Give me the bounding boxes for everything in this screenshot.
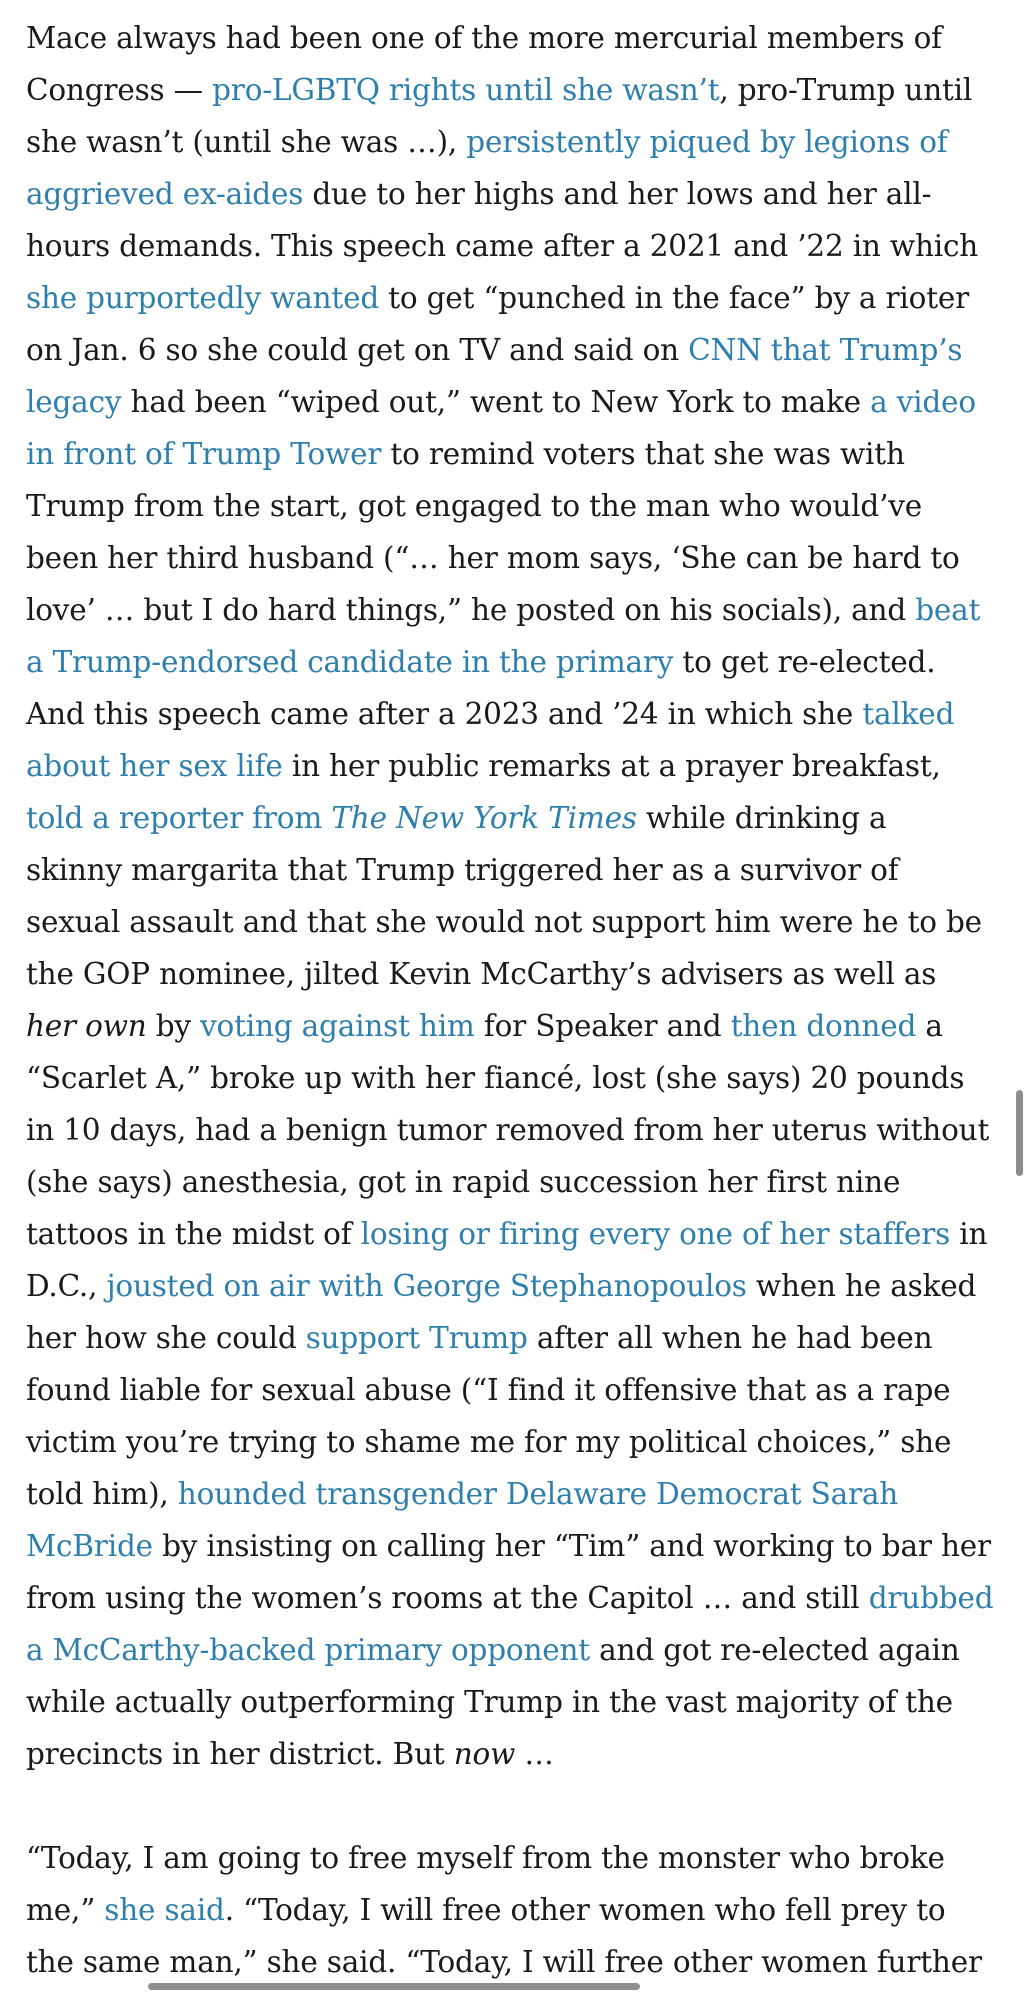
text-line	[26, 428, 1006, 480]
text-segment: Congress —	[26, 73, 213, 107]
text-line	[26, 844, 1006, 896]
emphasis-text: her own	[26, 1009, 147, 1043]
text-line	[26, 1520, 1006, 1572]
text-segment: victim you’re trying to shame me for my political choices,” she	[26, 1425, 952, 1459]
text-segment: been her third husband (“… her mom says, ‘She can be hard to	[26, 541, 960, 575]
inline-link[interactable]: a Trump-endorsed candidate in the primary	[26, 645, 674, 679]
text-line	[26, 948, 1006, 1000]
text-segment: tattoos in the midst of	[26, 1217, 361, 1251]
text-line	[26, 532, 1006, 584]
text-segment: in her public remarks at a prayer breakfast,	[282, 749, 941, 783]
text-segment: told him),	[26, 1477, 178, 1511]
text-segment: D.C.,	[26, 1269, 107, 1303]
inline-link[interactable]: she said	[104, 1893, 225, 1927]
text-segment: to get re-elected.	[673, 645, 936, 679]
text-segment: on Jan. 6 so she could get on TV and said on	[26, 333, 689, 367]
scrollbar-thumb[interactable]	[1016, 1090, 1023, 1176]
text-line	[26, 1208, 1006, 1260]
text-line	[26, 116, 1006, 168]
inline-link[interactable]	[331, 801, 637, 835]
text-segment: by	[146, 1009, 201, 1043]
text-segment: after all when he had been	[527, 1321, 933, 1355]
inline-link[interactable]: voting against him	[200, 1009, 475, 1043]
text-segment: , pro-Trump until	[719, 73, 973, 107]
text-segment: Trump from the start, got engaged to the man who would’ve	[26, 489, 922, 523]
text-segment: had been “wiped out,” went to New York to make	[121, 385, 871, 419]
inline-link[interactable]: losing or firing every one of her staffers	[360, 1217, 951, 1251]
article-body	[26, 12, 1006, 1988]
text-segment: me,”	[26, 1893, 105, 1927]
text-line	[26, 1312, 1006, 1364]
text-segment: she wasn’t (until she was …),	[26, 125, 467, 159]
text-segment: in 10 days, had a benign tumor removed from her uterus without	[26, 1113, 990, 1147]
text-segment: when he asked	[746, 1269, 977, 1303]
inline-link[interactable]: pro-LGBTQ rights until she wasn’t	[212, 73, 720, 107]
text-segment: to get “punched in the face” by a rioter	[379, 281, 970, 315]
text-segment: And this speech came after a 2023 and ’24 in which she	[26, 697, 863, 731]
text-segment: due to her highs and her lows and her all-	[303, 177, 932, 211]
inline-link[interactable]: she purportedly wanted	[26, 281, 380, 315]
emphasis-text: now	[453, 1737, 516, 1771]
inline-link[interactable]: legacy	[26, 385, 122, 419]
text-line	[26, 1832, 1006, 1884]
text-segment: for Speaker and	[474, 1009, 731, 1043]
inline-link[interactable]: beat	[915, 593, 981, 627]
text-line	[26, 1468, 1006, 1520]
text-segment: the same man,” she said. “Today, I will free other women further	[26, 1945, 982, 1979]
inline-link[interactable]: drubbed	[868, 1581, 994, 1615]
emphasis-text: The New York Times	[331, 801, 637, 835]
text-line	[26, 584, 1006, 636]
text-line	[26, 1416, 1006, 1468]
text-line	[26, 12, 1006, 64]
inline-link[interactable]: about her sex life	[26, 749, 283, 783]
text-line	[26, 1156, 1006, 1208]
text-line	[26, 1936, 1006, 1988]
text-line	[26, 1572, 1006, 1624]
article-paragraph	[26, 1832, 1006, 1988]
text-line	[26, 220, 1006, 272]
text-segment: the GOP nominee, jilted Kevin McCarthy’s advisers as well as	[26, 957, 937, 991]
text-line	[26, 1364, 1006, 1416]
text-line	[26, 688, 1006, 740]
text-line	[26, 64, 1006, 116]
text-segment: found liable for sexual abuse (“I find it offensive that as a rape	[26, 1373, 951, 1407]
inline-link[interactable]: talked	[862, 697, 955, 731]
text-segment: love’ … but I do hard things,” he posted on his socials), and	[26, 593, 916, 627]
inline-link[interactable]: a video	[870, 385, 976, 419]
text-line	[26, 272, 1006, 324]
text-segment: hours demands. This speech came after a 2021 and ’22 in which	[26, 229, 979, 263]
text-segment: . “Today, I will free other women who fell prey to	[224, 1893, 946, 1927]
text-line	[26, 376, 1006, 428]
text-segment: Mace always had been one of the more mercurial members of	[26, 21, 942, 55]
text-segment: while actually outperforming Trump in the vast majority of the	[26, 1685, 953, 1719]
text-line	[26, 792, 1006, 844]
home-indicator[interactable]	[148, 1983, 640, 1990]
text-segment: by insisting on calling her “Tim” and working to bar her	[152, 1529, 991, 1563]
text-segment: in	[950, 1217, 988, 1251]
text-line	[26, 1260, 1006, 1312]
text-segment: precincts in her district. But	[26, 1737, 454, 1771]
inline-link[interactable]: a McCarthy-backed primary opponent	[26, 1633, 590, 1667]
text-segment: and got re-elected again	[589, 1633, 960, 1667]
text-line	[26, 324, 1006, 376]
text-line	[26, 896, 1006, 948]
text-segment: from using the women’s rooms at the Capitol … and still	[26, 1581, 869, 1615]
text-line	[26, 1884, 1006, 1936]
text-line	[26, 1676, 1006, 1728]
text-line	[26, 1624, 1006, 1676]
text-segment: to remind voters that she was with	[381, 437, 905, 471]
text-line	[26, 480, 1006, 532]
text-line	[26, 168, 1006, 220]
inline-link[interactable]: persistently piqued by legions of	[466, 125, 948, 159]
text-line	[26, 740, 1006, 792]
text-segment: skinny margarita that Trump triggered her as a survivor of	[26, 853, 899, 887]
text-segment: sexual assault and that she would not support him were he to be	[26, 905, 982, 939]
text-segment: “Today, I am going to free myself from the monster who broke	[26, 1841, 945, 1875]
text-line	[26, 1052, 1006, 1104]
text-line	[26, 1728, 1006, 1780]
inline-link[interactable]: CNN that Trump’s	[688, 333, 963, 367]
inline-link[interactable]: support Trump	[305, 1321, 528, 1355]
inline-link[interactable]: told a reporter from	[26, 801, 332, 835]
text-segment: while drinking a	[636, 801, 887, 835]
text-segment: (she says) anesthesia, got in rapid succession her first nine	[26, 1165, 901, 1199]
text-line	[26, 1000, 1006, 1052]
inline-link[interactable]: hounded transgender Delaware Democrat Sarah	[177, 1477, 899, 1511]
text-line	[26, 1104, 1006, 1156]
text-segment: …	[515, 1737, 554, 1771]
text-segment: her how she could	[26, 1321, 306, 1355]
text-line	[26, 636, 1006, 688]
inline-link[interactable]: jousted on air with George Stephanopoulos	[106, 1269, 747, 1303]
text-segment: a	[916, 1009, 943, 1043]
inline-link[interactable]: then donned	[730, 1009, 917, 1043]
inline-link[interactable]: in front of Trump Tower	[26, 437, 382, 471]
text-segment: “Scarlet A,” broke up with her fiancé, lost (she says) 20 pounds	[26, 1061, 965, 1095]
article-paragraph	[26, 12, 1006, 1780]
inline-link[interactable]: aggrieved ex-aides	[26, 177, 304, 211]
inline-link[interactable]: McBride	[26, 1529, 153, 1563]
